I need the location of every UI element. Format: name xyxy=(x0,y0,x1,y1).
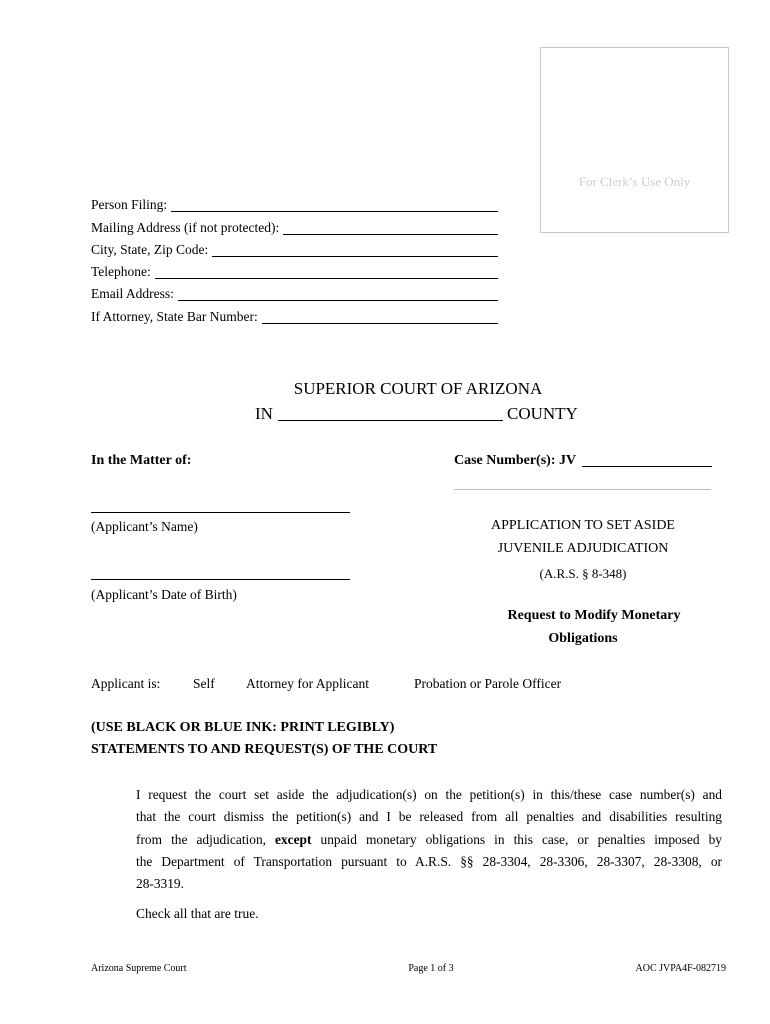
statute-reference: (A.R.S. § 8-348) xyxy=(539,566,627,581)
telephone-field[interactable] xyxy=(155,264,498,279)
request-paragraph-line: that the court dismiss the petition(s) and I be released from all penalties and disabilities resulting xyxy=(136,809,722,825)
clerk-use-label: For Clerk’s Use Only xyxy=(578,174,691,189)
applicant-name-caption: (Applicant’s Name) xyxy=(91,519,198,534)
applicant-dob-field[interactable] xyxy=(91,579,350,580)
state-bar-number-row xyxy=(91,308,498,325)
case-number-field[interactable] xyxy=(582,452,712,467)
in-label: IN xyxy=(255,404,273,423)
mailing-address-field[interactable] xyxy=(283,220,498,235)
matter-label: In the Matter of: xyxy=(91,453,192,468)
clerk-use-box xyxy=(540,47,729,233)
email-address-label: Email Address: xyxy=(91,286,174,301)
telephone-row xyxy=(91,263,498,280)
ink-instruction: (USE BLACK OR BLUE INK: PRINT LEGIBLY) xyxy=(91,720,395,735)
request-modify-line2: Obligations xyxy=(548,631,618,646)
request-paragraph xyxy=(136,784,722,895)
county-label: COUNTY xyxy=(507,404,578,423)
city-state-zip-field[interactable] xyxy=(212,242,498,257)
check-prompt: Check all that are true. xyxy=(136,906,259,921)
email-address-row xyxy=(91,285,498,302)
person-filing-field[interactable] xyxy=(171,197,498,212)
applicant-option-attorney: Attorney for Applicant xyxy=(246,676,369,691)
application-title-line2: JUVENILE ADJUDICATION xyxy=(497,541,669,556)
footer-form-code: AOC JVPA4F-082719 xyxy=(635,963,726,974)
application-title-line1: APPLICATION TO SET ASIDE xyxy=(491,518,675,533)
court-title: SUPERIOR COURT OF ARIZONA xyxy=(293,379,543,398)
request-paragraph-line: 28-3319. xyxy=(136,876,184,892)
applicant-option-self: Self xyxy=(193,676,215,691)
request-text: from the adjudication, xyxy=(136,831,276,847)
case-number-label: Case Number(s): JV xyxy=(454,453,577,468)
request-modify-line1: Request to Modify Monetary xyxy=(507,608,681,623)
except-emphasis: except xyxy=(275,831,312,847)
email-address-field[interactable] xyxy=(178,286,498,301)
person-filing-row xyxy=(91,196,498,213)
footer-page-number: Page 1 of 3 xyxy=(408,963,454,974)
county-field[interactable] xyxy=(278,404,503,421)
statements-heading: STATEMENTS TO AND REQUEST(S) OF THE COURT xyxy=(91,742,438,757)
request-paragraph-line: I request the court set aside the adjudication(s) on the petition(s) in this/these case number(s) and xyxy=(136,787,722,802)
telephone-label: Telephone: xyxy=(91,264,151,279)
mailing-address-label: Mailing Address (if not protected): xyxy=(91,220,280,235)
applicant-is-label: Applicant is: xyxy=(91,676,161,691)
city-state-zip-row xyxy=(91,241,498,258)
case-number-row xyxy=(454,452,712,470)
footer-court-name: Arizona Supreme Court xyxy=(91,963,187,974)
request-paragraph-line xyxy=(136,829,722,851)
applicant-name-field[interactable] xyxy=(91,512,350,513)
mailing-address-row xyxy=(91,219,498,236)
case-number-extra-line[interactable] xyxy=(454,489,711,490)
city-state-zip-label: City, State, Zip Code: xyxy=(91,242,209,257)
applicant-dob-caption: (Applicant’s Date of Birth) xyxy=(91,587,237,602)
state-bar-number-field[interactable] xyxy=(262,309,498,324)
request-paragraph-line: the Department of Transportation pursuant to A.R.S. §§ 28-3304, 28-3306, 28-3307, 28-3308, or xyxy=(136,853,722,869)
applicant-option-probation-officer: Probation or Parole Officer xyxy=(414,676,562,691)
request-text: unpaid monetary obligations in this case, or penalties imposed by xyxy=(311,831,723,847)
state-bar-number-label: If Attorney, State Bar Number: xyxy=(91,309,258,324)
person-filing-label: Person Filing: xyxy=(91,197,168,212)
